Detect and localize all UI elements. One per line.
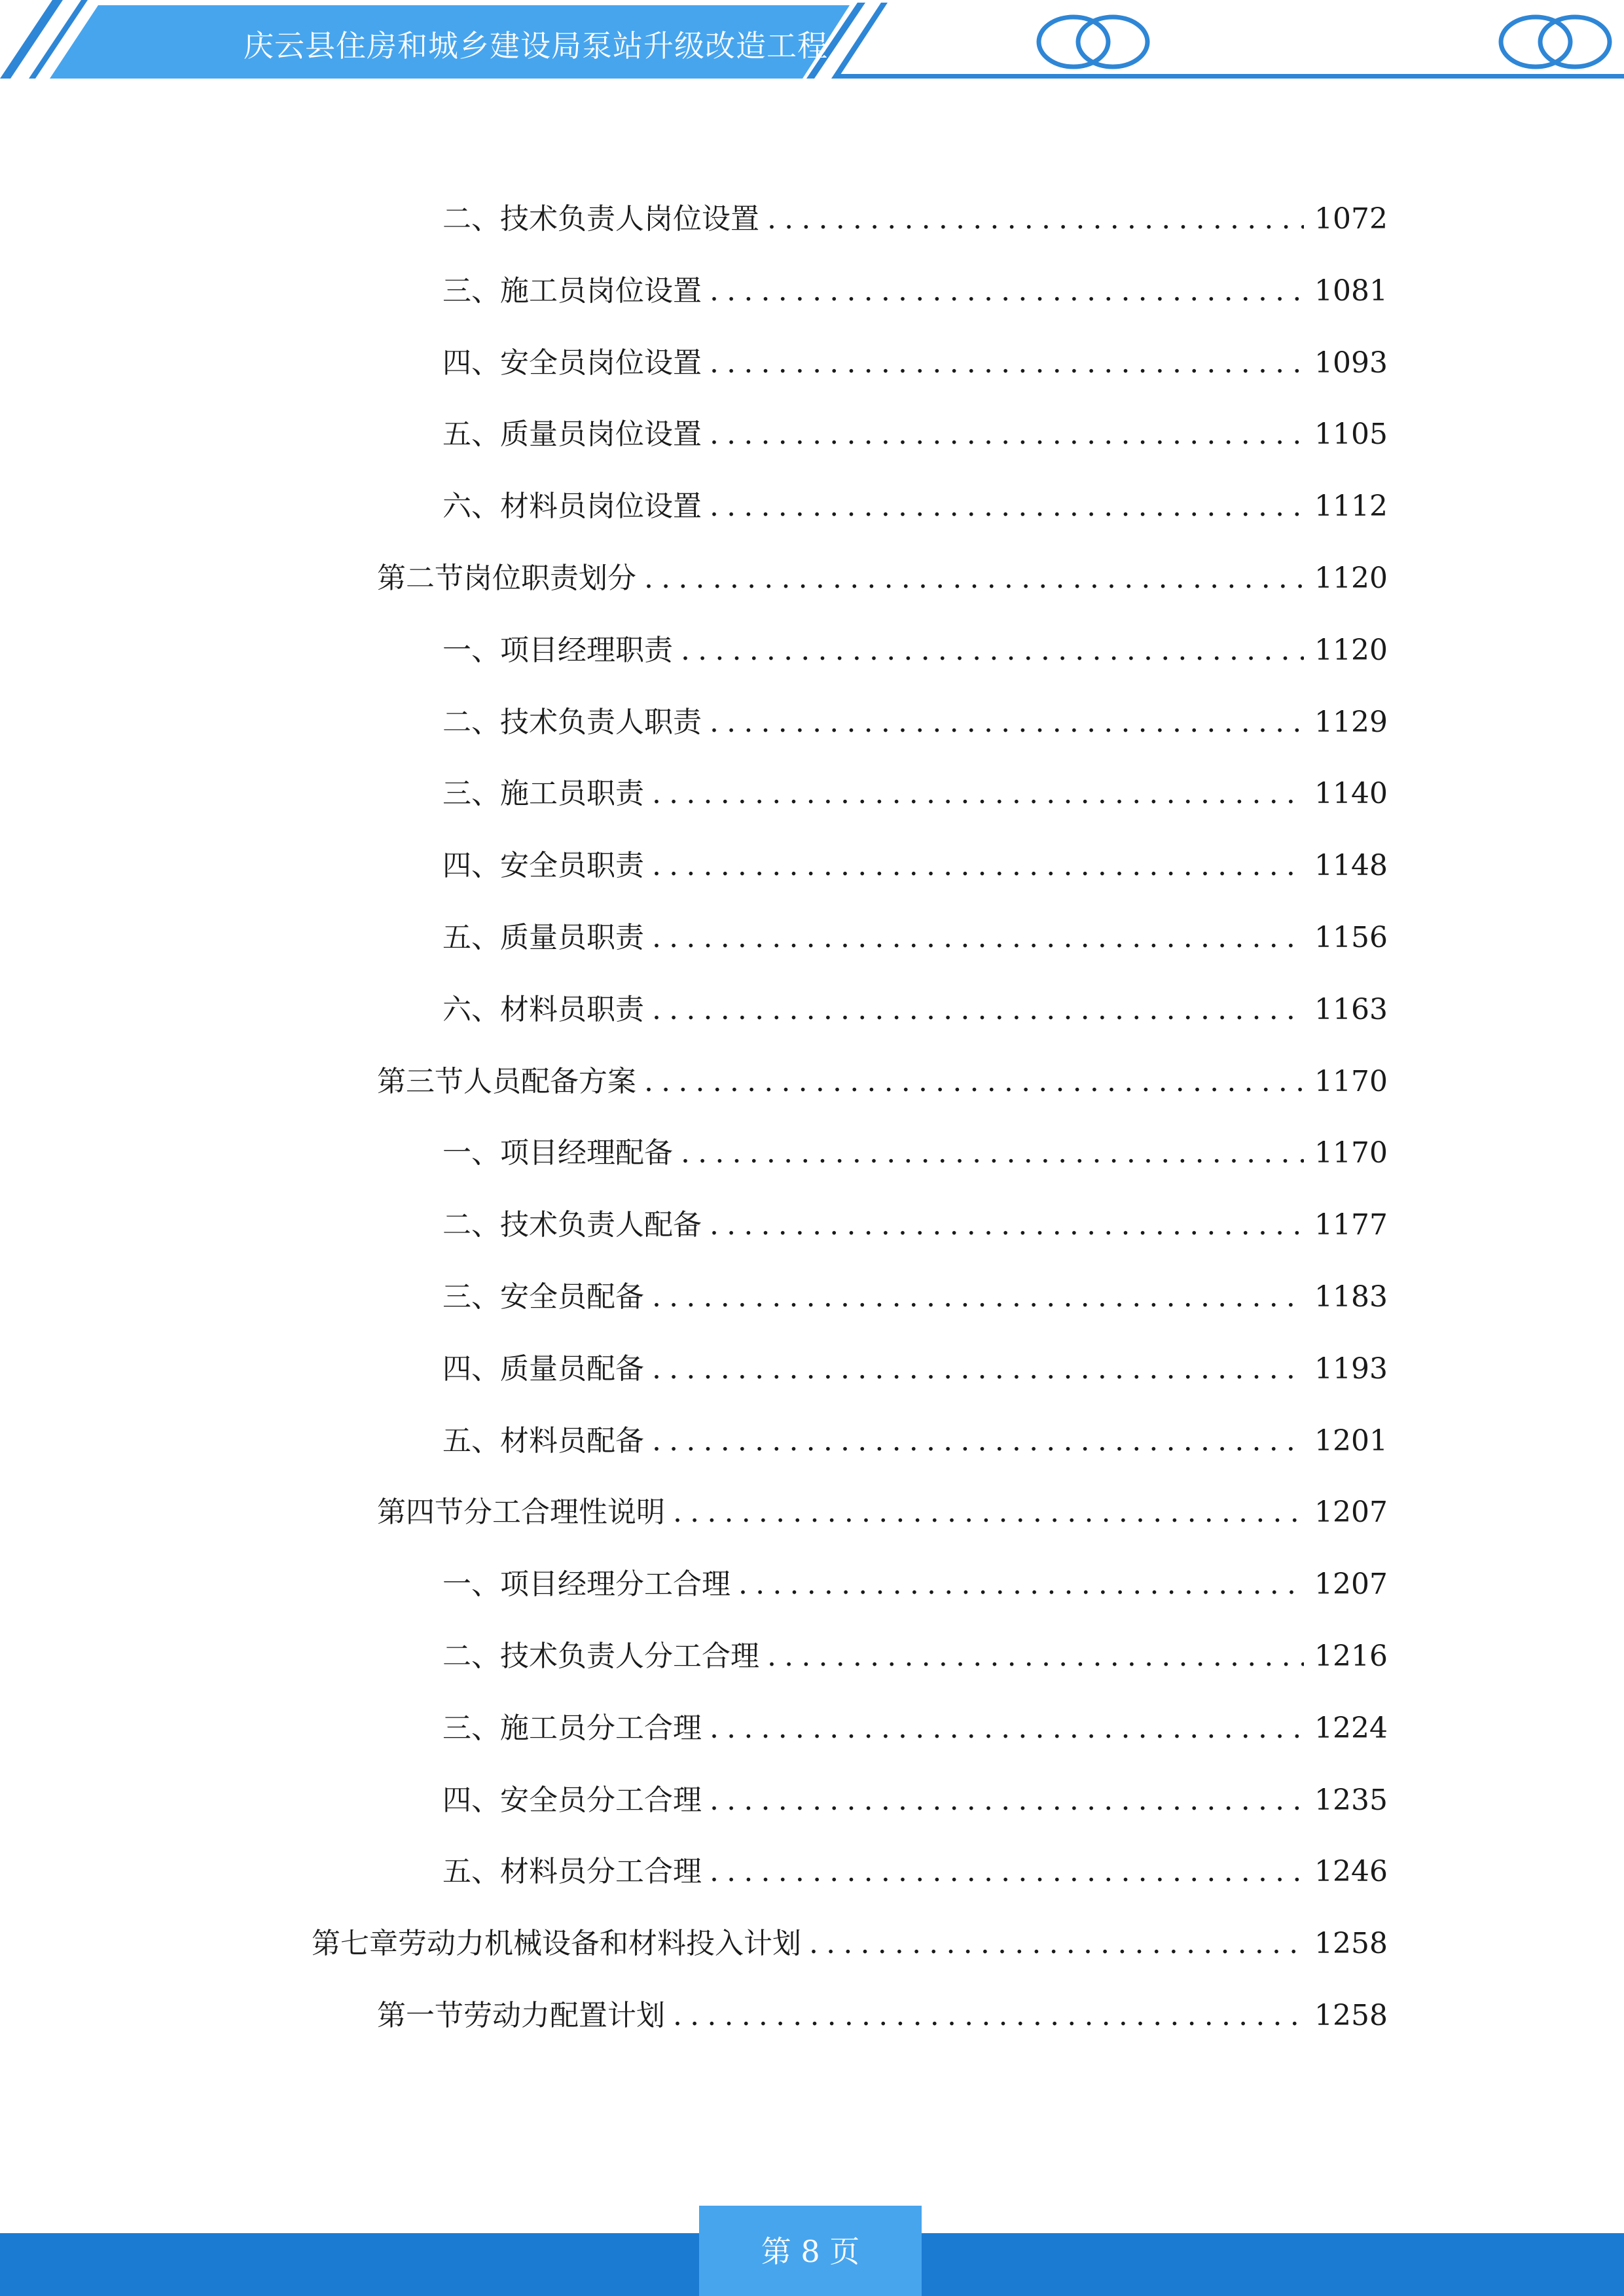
toc-dot-leader bbox=[710, 1784, 1304, 1817]
toc-entry-number: 六、 bbox=[442, 490, 500, 523]
toc-entry-number: 四、 bbox=[442, 346, 500, 380]
toc-entry-number: 三、 bbox=[442, 274, 500, 308]
toc-entry-label: 材料员职责 bbox=[500, 993, 644, 1026]
toc-entry-page: 1258 bbox=[1314, 1999, 1388, 2032]
toc-entry-number: 三、 bbox=[442, 777, 500, 810]
toc-entry-label: 质量员岗位设置 bbox=[500, 418, 702, 451]
toc-entry-label: 材料员分工合理 bbox=[500, 1855, 702, 1888]
toc-dot-leader bbox=[710, 1712, 1304, 1745]
toc-dot-leader bbox=[681, 634, 1304, 667]
toc-entry-number: 一、 bbox=[442, 1568, 500, 1601]
toc-entry-page: 1207 bbox=[1314, 1568, 1388, 1601]
toc-dot-leader bbox=[652, 849, 1304, 882]
toc-entry[interactable] bbox=[442, 1345, 1388, 1391]
toc-dot-leader bbox=[767, 1640, 1304, 1673]
toc-entry[interactable] bbox=[442, 1417, 1388, 1463]
toc-dot-leader bbox=[710, 274, 1304, 308]
toc-dot-leader bbox=[644, 1065, 1304, 1098]
toc-entry[interactable] bbox=[442, 1848, 1388, 1893]
toc-entry-number: 第三节 bbox=[377, 1065, 463, 1098]
toc-entry-number: 一、 bbox=[442, 1136, 500, 1170]
toc-entry-label: 项目经理分工合理 bbox=[500, 1568, 731, 1601]
toc-entry-number: 第一节 bbox=[377, 1999, 463, 2032]
toc-dot-leader bbox=[809, 1927, 1304, 1960]
toc-dot-leader bbox=[652, 777, 1304, 810]
toc-entry-page: 1120 bbox=[1314, 562, 1388, 595]
toc-entry-number: 五、 bbox=[442, 1424, 500, 1458]
toc-entry-number: 四、 bbox=[442, 1784, 500, 1817]
toc-entry-label: 技术负责人分工合理 bbox=[500, 1640, 759, 1673]
toc-entry-number: 第四节 bbox=[377, 1496, 463, 1529]
toc-entry-label: 项目经理职责 bbox=[500, 634, 673, 667]
toc-entry-label: 质量员配备 bbox=[500, 1352, 644, 1386]
toc-entry[interactable] bbox=[442, 1273, 1388, 1319]
toc-entry-label: 施工员职责 bbox=[500, 777, 644, 810]
toc-dot-leader bbox=[710, 418, 1304, 451]
toc-entry-label: 项目经理配备 bbox=[500, 1136, 673, 1170]
toc-entry-page: 1112 bbox=[1314, 490, 1388, 523]
toc-dot-leader bbox=[652, 1352, 1304, 1386]
toc-entry[interactable] bbox=[442, 267, 1388, 313]
toc-entry-label: 技术负责人岗位设置 bbox=[500, 202, 759, 236]
toc-entry[interactable] bbox=[442, 1201, 1388, 1247]
toc-entry[interactable] bbox=[442, 482, 1388, 528]
header-stripe-outline bbox=[0, 0, 63, 79]
toc-entry-number: 二、 bbox=[442, 202, 500, 236]
toc-dot-leader bbox=[710, 346, 1304, 380]
toc-entry[interactable] bbox=[312, 1920, 1388, 1965]
page-number: 第 8 页 bbox=[761, 2234, 860, 2269]
toc-entry[interactable] bbox=[442, 339, 1388, 385]
toc-entry[interactable] bbox=[442, 410, 1388, 456]
toc-dot-leader bbox=[652, 921, 1304, 954]
double-ring-icon bbox=[1039, 17, 1147, 67]
toc-entry-page: 1081 bbox=[1314, 274, 1388, 308]
header-rule bbox=[838, 74, 1624, 79]
toc-entry-number: 二、 bbox=[442, 1208, 500, 1242]
header-title: 庆云县住房和城乡建设局泵站升级改造工程 bbox=[244, 28, 828, 63]
toc-entry[interactable] bbox=[442, 986, 1388, 1031]
toc-entry-page: 1216 bbox=[1314, 1640, 1388, 1673]
toc-entry-number: 五、 bbox=[442, 921, 500, 954]
toc-entry-number: 四、 bbox=[442, 849, 500, 882]
toc-entry-page: 1093 bbox=[1314, 346, 1388, 380]
toc-dot-leader bbox=[710, 1208, 1304, 1242]
toc-entry[interactable] bbox=[442, 770, 1388, 816]
toc-entry-number: 一、 bbox=[442, 634, 500, 667]
toc-entry-page: 1201 bbox=[1314, 1424, 1388, 1458]
toc-entry-page: 1258 bbox=[1314, 1927, 1388, 1960]
toc-dot-leader bbox=[710, 490, 1304, 523]
toc-entry-page: 1193 bbox=[1314, 1352, 1388, 1386]
toc-entry-number: 第二节 bbox=[377, 562, 463, 595]
toc-entry[interactable] bbox=[377, 554, 1388, 600]
toc-entry-number: 四、 bbox=[442, 1352, 500, 1386]
toc-entry-number: 六、 bbox=[442, 993, 500, 1026]
toc-dot-leader bbox=[652, 1280, 1304, 1314]
toc-entry-label: 施工员分工合理 bbox=[500, 1712, 702, 1745]
toc-entry-page: 1207 bbox=[1314, 1496, 1388, 1529]
toc-entry-page: 1129 bbox=[1314, 706, 1388, 739]
toc-entry-label: 人员配备方案 bbox=[463, 1065, 636, 1098]
toc-entry-number: 五、 bbox=[442, 418, 500, 451]
toc-entry[interactable] bbox=[442, 195, 1388, 241]
toc-entry-label: 技术负责人职责 bbox=[500, 706, 702, 739]
toc-entry-page: 1163 bbox=[1314, 993, 1388, 1026]
toc-dot-leader bbox=[652, 1424, 1304, 1458]
toc-entry-label: 材料员岗位设置 bbox=[500, 490, 702, 523]
toc-dot-leader bbox=[673, 1999, 1304, 2032]
toc-dot-leader bbox=[673, 1496, 1304, 1529]
toc-entry[interactable] bbox=[442, 698, 1388, 744]
toc-entry-label: 材料员配备 bbox=[500, 1424, 644, 1458]
toc-entry-label: 质量员职责 bbox=[500, 921, 644, 954]
toc-entry[interactable] bbox=[442, 1129, 1388, 1175]
toc-dot-leader bbox=[710, 1855, 1304, 1888]
toc-entry-page: 1246 bbox=[1314, 1855, 1388, 1888]
toc-entry-label: 安全员岗位设置 bbox=[500, 346, 702, 380]
toc-entry-label: 安全员分工合理 bbox=[500, 1784, 702, 1817]
toc-dot-leader bbox=[644, 562, 1304, 595]
toc-entry[interactable] bbox=[442, 1776, 1388, 1822]
toc-entry-label: 施工员岗位设置 bbox=[500, 274, 702, 308]
toc-entry-number: 五、 bbox=[442, 1855, 500, 1888]
toc-entry-page: 1224 bbox=[1314, 1712, 1388, 1745]
toc-dot-leader bbox=[710, 706, 1304, 739]
toc-entry[interactable] bbox=[442, 1560, 1388, 1606]
toc-entry-page: 1148 bbox=[1314, 849, 1388, 882]
toc-entry[interactable] bbox=[377, 1992, 1388, 2037]
toc-entry[interactable] bbox=[442, 626, 1388, 672]
toc-entry-page: 1235 bbox=[1314, 1784, 1388, 1817]
toc-entry[interactable] bbox=[442, 1704, 1388, 1750]
toc-entry-number: 三、 bbox=[442, 1280, 500, 1314]
toc-entry-label: 安全员职责 bbox=[500, 849, 644, 882]
toc-entry[interactable] bbox=[377, 1488, 1388, 1534]
toc-entry-page: 1140 bbox=[1314, 777, 1388, 810]
toc-entry-page: 1105 bbox=[1314, 418, 1388, 451]
toc-entry[interactable] bbox=[442, 914, 1388, 960]
toc-entry-page: 1072 bbox=[1314, 202, 1388, 236]
toc-entry-label: 岗位职责划分 bbox=[463, 562, 636, 595]
toc-dot-leader bbox=[767, 202, 1304, 236]
toc-entry-page: 1170 bbox=[1314, 1136, 1388, 1170]
toc-entry-label: 安全员配备 bbox=[500, 1280, 644, 1314]
toc-entry-page: 1170 bbox=[1314, 1065, 1388, 1098]
toc-entry-number: 二、 bbox=[442, 1640, 500, 1673]
toc-dot-leader bbox=[652, 993, 1304, 1026]
toc-entry-page: 1120 bbox=[1314, 634, 1388, 667]
toc-entry-label: 劳动力机械设备和材料投入计划 bbox=[398, 1927, 801, 1960]
toc-entry-page: 1156 bbox=[1314, 921, 1388, 954]
toc-entry-page: 1183 bbox=[1314, 1280, 1388, 1314]
toc-entry-label: 技术负责人配备 bbox=[500, 1208, 702, 1242]
toc-entry-label: 分工合理性说明 bbox=[463, 1496, 665, 1529]
toc-entry-page: 1177 bbox=[1314, 1208, 1388, 1242]
toc-entry[interactable] bbox=[442, 842, 1388, 888]
toc-entry[interactable] bbox=[377, 1058, 1388, 1103]
toc-dot-leader bbox=[681, 1136, 1304, 1170]
toc-entry[interactable] bbox=[442, 1632, 1388, 1678]
toc-dot-leader bbox=[738, 1568, 1304, 1601]
toc-entry-number: 二、 bbox=[442, 706, 500, 739]
double-ring-icon bbox=[1501, 17, 1610, 67]
toc-entry-number: 第七章 bbox=[312, 1927, 398, 1960]
toc-entry-number: 三、 bbox=[442, 1712, 500, 1745]
toc-entry-label: 劳动力配置计划 bbox=[463, 1999, 665, 2032]
